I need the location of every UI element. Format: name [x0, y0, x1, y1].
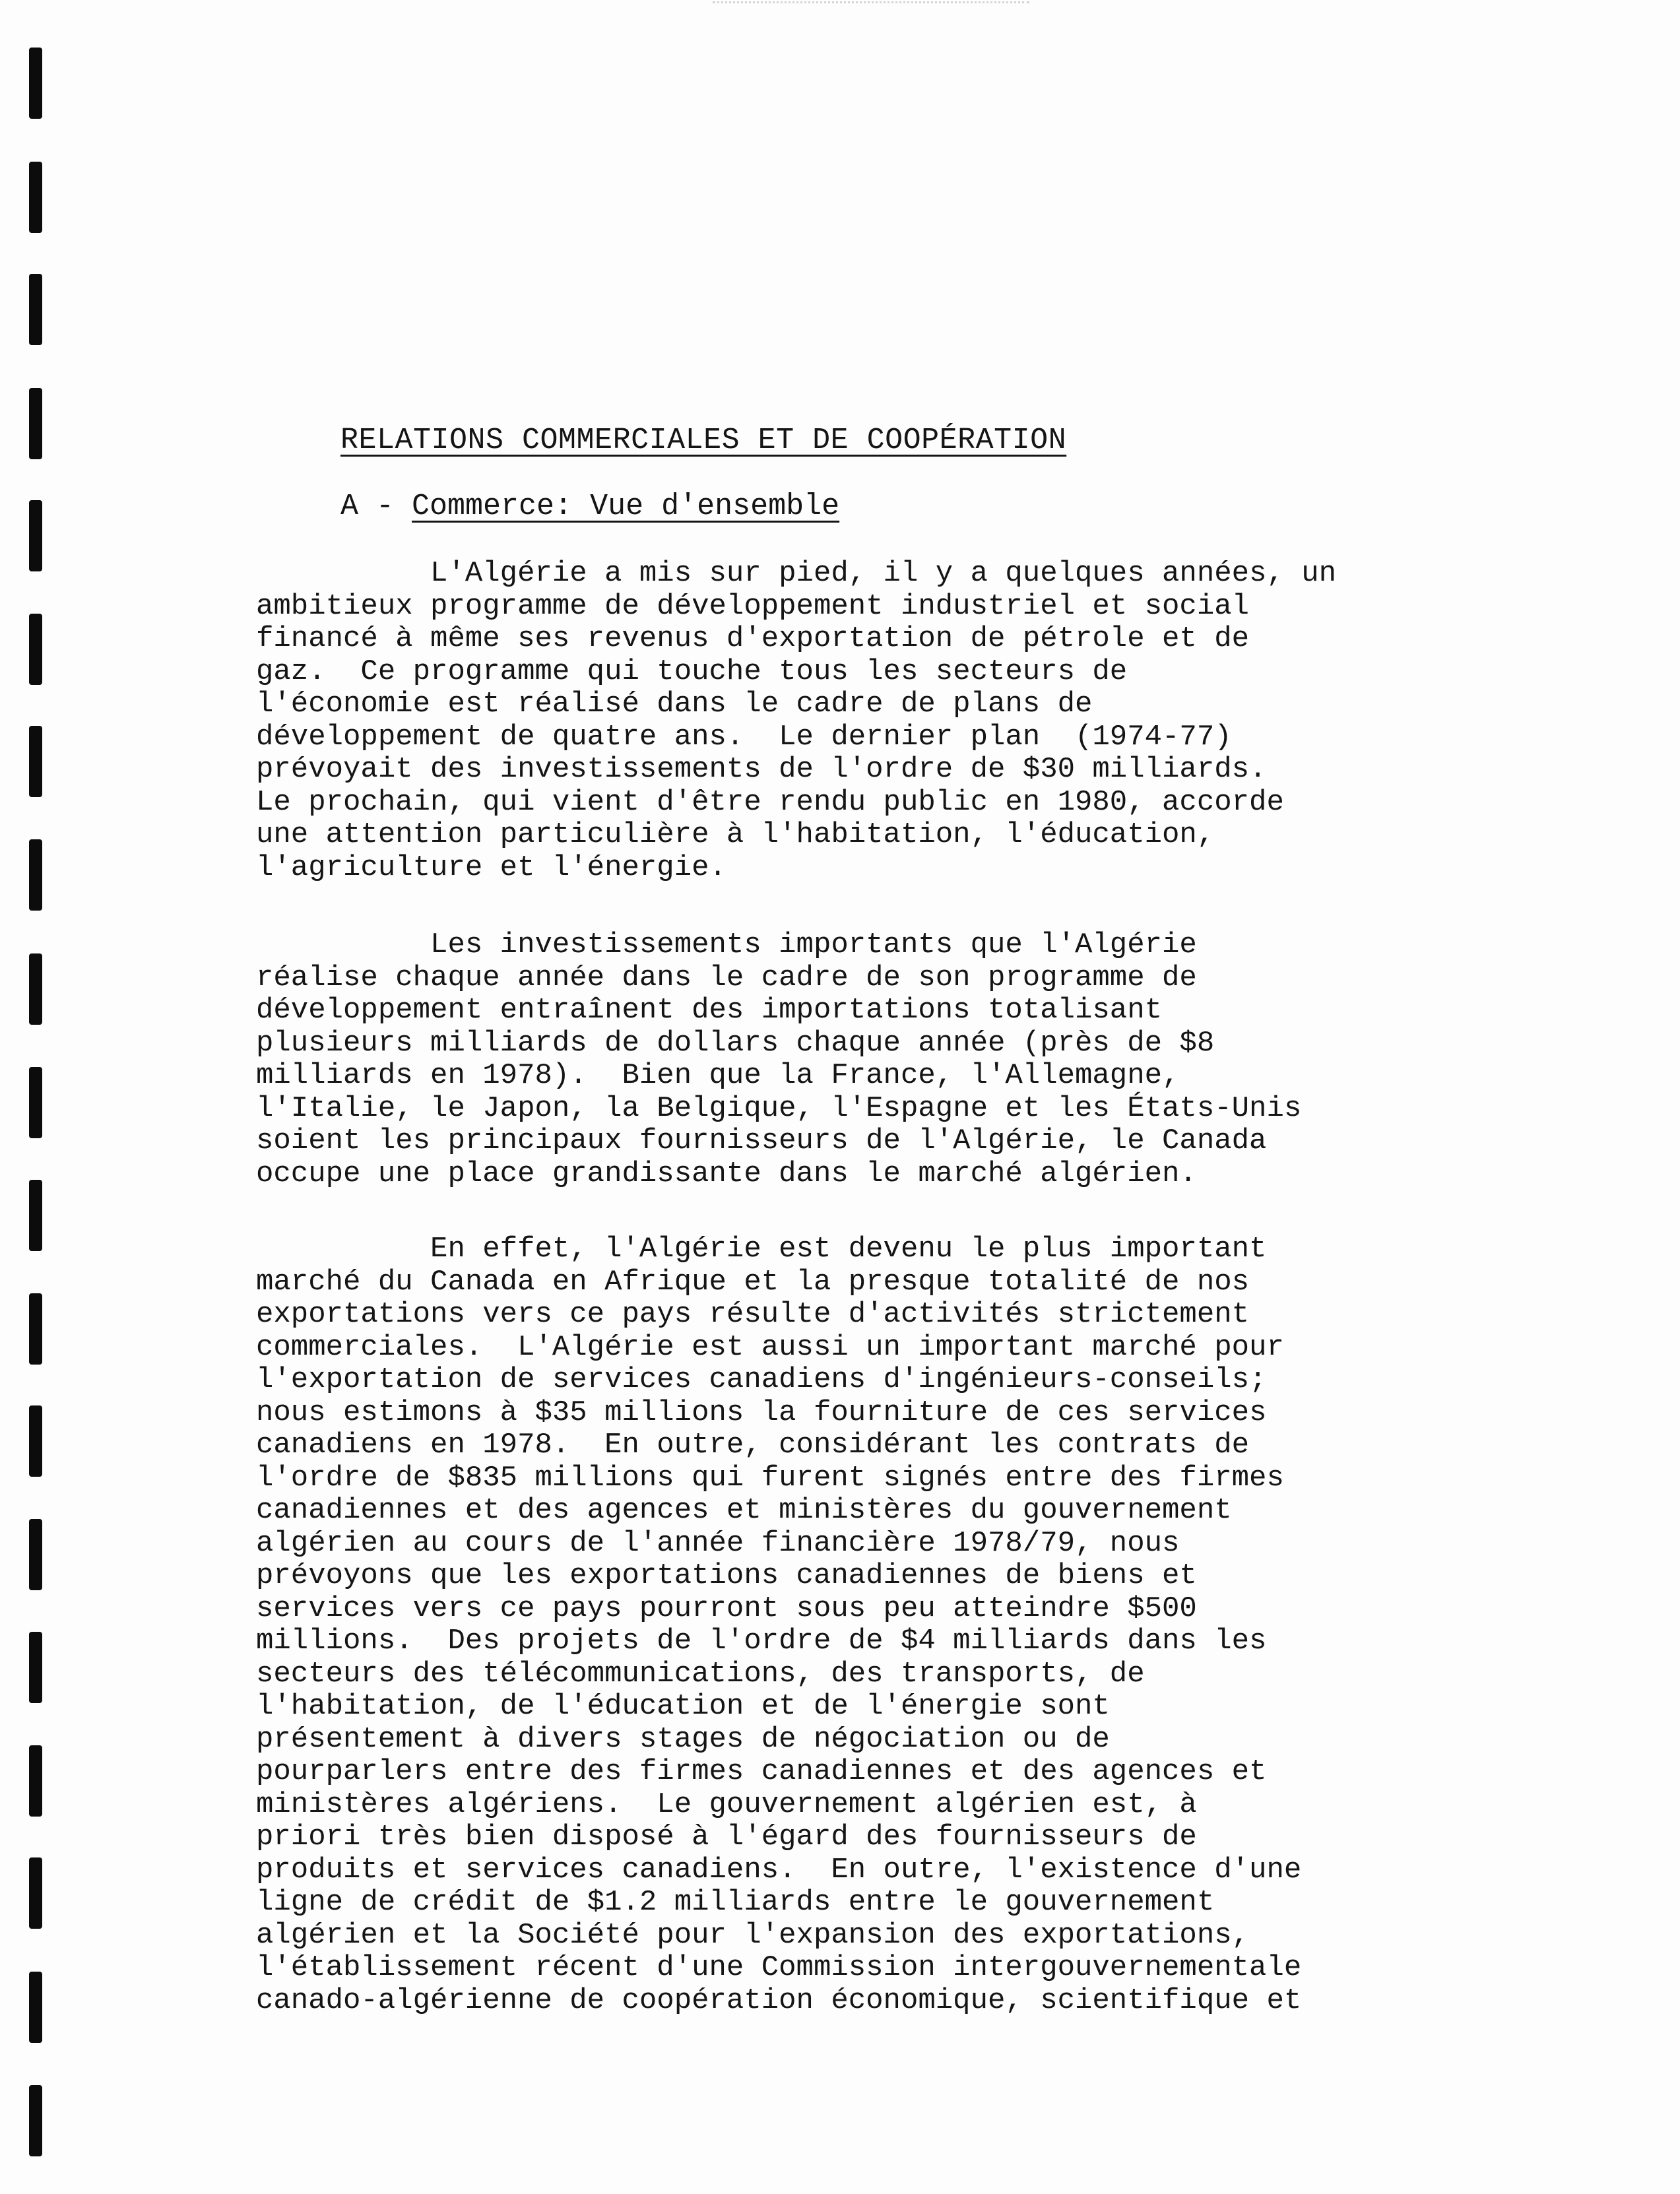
text-line: pourparlers entre des firmes canadiennes et des agences et: [256, 1755, 1267, 1788]
text-line: services vers ce pays pourront sous peu atteindre $500: [256, 1592, 1197, 1625]
section-heading: [340, 488, 839, 525]
punch-hole-icon: [29, 274, 42, 345]
punch-hole-icon: [29, 1405, 42, 1477]
text-line: En effet, l'Algérie est devenu le plus important: [256, 1233, 1267, 1266]
text-line: L'Algérie a mis sur pied, il y a quelques années, un: [256, 557, 1337, 590]
paragraph-1: [256, 558, 1655, 884]
punch-hole-icon: [29, 614, 42, 685]
text-line: l'établissement récent d'une Commission intergouvernementale: [256, 1951, 1302, 1984]
text-line: Les investissements importants que l'Algérie: [256, 928, 1197, 961]
punch-hole-icon: [29, 839, 42, 911]
punch-hole-icon: [29, 1180, 42, 1251]
binding-holes: [22, 0, 49, 2194]
text-line: occupe une place grandissante dans le marché algérien.: [256, 1157, 1197, 1190]
text-line: l'agriculture et l'énergie.: [256, 851, 727, 884]
punch-hole-icon: [29, 953, 42, 1025]
text-line: algérien au cours de l'année financière 1978/79, nous: [256, 1526, 1180, 1560]
text-line: algérien et la Société pour l'expansion des exportations,: [256, 1918, 1250, 1952]
text-line: développement entraînent des importations totalisant: [256, 994, 1163, 1027]
text-line: millions. Des projets de l'ordre de $4 milliards dans les: [256, 1625, 1267, 1658]
text-line: ministères algériens. Le gouvernement algérien est, à: [256, 1788, 1197, 1821]
text-line: commerciales. L'Algérie est aussi un important marché pour: [256, 1330, 1284, 1364]
text-line: Le prochain, qui vient d'être rendu public en 1980, accorde: [256, 785, 1284, 819]
punch-hole-icon: [29, 1067, 42, 1138]
paragraph-3: [256, 1233, 1655, 2017]
text-line: produits et services canadiens. En outre, l'existence d'une: [256, 1853, 1302, 1887]
text-line: plusieurs milliards de dollars chaque année (près de $8: [256, 1026, 1215, 1060]
punch-hole-icon: [29, 1519, 42, 1590]
punch-hole-icon: [29, 726, 42, 797]
text-line: ambitieux programme de développement industriel et social: [256, 589, 1250, 623]
punch-hole-icon: [29, 1293, 42, 1365]
text-line: développement de quatre ans. Le dernier plan (1974-77): [256, 720, 1232, 754]
text-line: l'exportation de services canadiens d'ingénieurs-conseils;: [256, 1363, 1267, 1396]
text-line: soient les principaux fournisseurs de l'Algérie, le Canada: [256, 1124, 1267, 1157]
text-line: présentement à divers stages de négociation ou de: [256, 1722, 1110, 1756]
text-line: l'habitation, de l'éducation et de l'énergie sont: [256, 1690, 1110, 1723]
section-title: Commerce: Vue d'ensemble: [412, 490, 840, 523]
text-line: canadiens en 1978. En outre, considérant les contrats de: [256, 1429, 1250, 1462]
text-line: canadiennes et des agences et ministères du gouvernement: [256, 1494, 1232, 1527]
text-line: financé à même ses revenus d'exportation de pétrole et de: [256, 622, 1250, 655]
punch-hole-icon: [29, 1632, 42, 1703]
text-line: nous estimons à $35 millions la fourniture de ces services: [256, 1396, 1267, 1429]
text-line: secteurs des télécommunications, des transports, de: [256, 1657, 1145, 1691]
punch-hole-icon: [29, 2085, 42, 2156]
text-line: réalise chaque année dans le cadre de son programme de: [256, 961, 1197, 994]
text-line: marché du Canada en Afrique et la presque totalité de nos: [256, 1265, 1250, 1299]
text-line: prévoyons que les exportations canadiennes de biens et: [256, 1559, 1197, 1592]
text-line: priori très bien disposé à l'égard des fournisseurs de: [256, 1821, 1197, 1854]
punch-hole-icon: [29, 1857, 42, 1929]
punch-hole-icon: [29, 48, 42, 119]
text-line: prévoyait des investissements de l'ordre de $30 milliards.: [256, 753, 1267, 786]
text-line: ligne de crédit de $1.2 milliards entre le gouvernement: [256, 1886, 1215, 1919]
page-title: RELATIONS COMMERCIALES ET DE COOPÉRATION: [340, 424, 1067, 457]
text-line: l'Italie, le Japon, la Belgique, l'Espagne et les États-Unis: [256, 1091, 1302, 1125]
text-line: gaz. Ce programme qui touche tous les secteurs de: [256, 655, 1128, 688]
text-line: l'ordre de $835 millions qui furent signés entre des firmes: [256, 1461, 1284, 1495]
paragraph-2: [256, 929, 1655, 1190]
text-line: milliards en 1978). Bien que la France, l'Allemagne,: [256, 1059, 1180, 1092]
scan-artifact: [713, 1, 1029, 13]
punch-hole-icon: [29, 1745, 42, 1817]
punch-hole-icon: [29, 1972, 42, 2043]
punch-hole-icon: [29, 388, 42, 459]
text-line: canado-algérienne de coopération économique, scientifique et: [256, 1984, 1302, 2017]
section-prefix: A -: [340, 490, 412, 523]
text-line: l'économie est réalisé dans le cadre de plans de: [256, 688, 1093, 721]
text-line: exportations vers ce pays résulte d'activités strictement: [256, 1298, 1250, 1331]
text-line: une attention particulière à l'habitation, l'éducation,: [256, 818, 1215, 851]
punch-hole-icon: [29, 500, 42, 571]
punch-hole-icon: [29, 162, 42, 233]
